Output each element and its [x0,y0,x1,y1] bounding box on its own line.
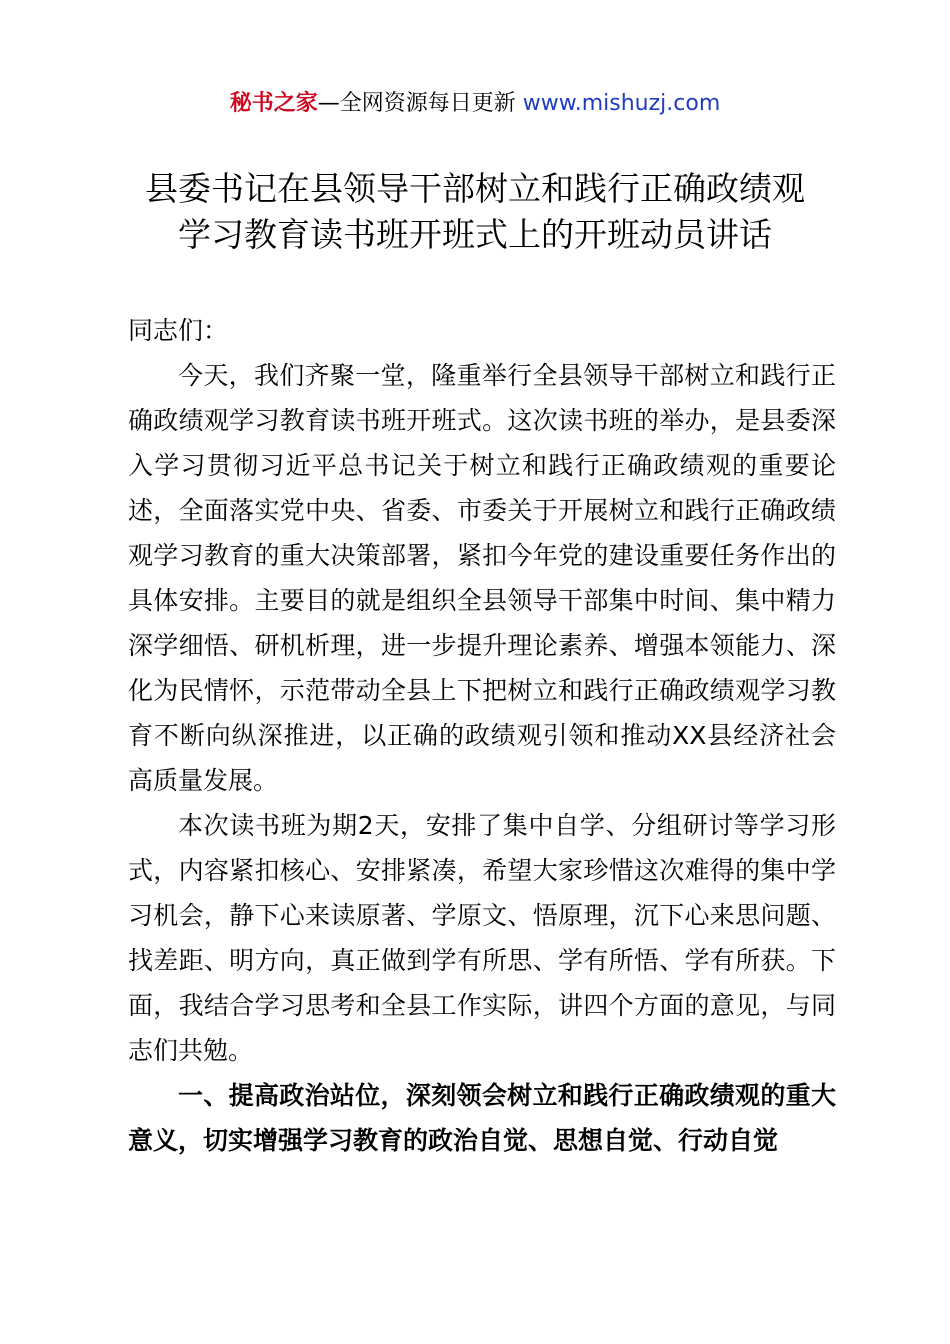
header-tagline: —全网资源每日更新 [317,91,523,116]
section-heading-1: 一、提高政治站位，深刻领会树立和践行正确政绩观的重大意义，切实增强学习教育的政治自觉、思想自觉、行动自觉 [128,1081,836,1155]
document-body [128,308,836,1163]
title-line-2: 学习教育读书班开班式上的开班动员讲话 [178,215,772,254]
title-line-1: 县委书记在县领导干部树立和践行正确政绩观 [145,169,805,208]
paragraph-1: 今天，我们齐聚一堂，隆重举行全县领导干部树立和践行正确政绩观学习教育读书班开班式。这次读书班的举办，是县委深入学习贯彻习近平总书记关于树立和践行正确政绩观的重要论述，全面落实党中央、省委、市委关于开展树立和践行正确政绩观学习教育的重大决策部署，紧扣今年党的建设重要任务作出的具体安排。主要目的就是组织全县领导干部集中时间、集中精力深学细悟、研机析理，进一步提升理论素养、增强本领能力、深化为民情怀，示范带动全县上下把树立和践行正确政绩观学习教育不断向纵深推进，以正确的政绩观引领和推动XX县经济社会高质量发展。 [128,361,836,795]
site-url-link[interactable]: www.mishuzj.com [522,91,721,116]
document-title [60,166,890,258]
paragraph-2: 本次读书班为期2天，安排了集中自学、分组研讨等学习形式，内容紧扣核心、安排紧凑，希望大家珍惜这次难得的集中学习机会，静下心来读原著、学原文、悟原理，沉下心来思问题、找差距、明方向，真正做到学有所思、学有所悟、学有所获。下面，我结合学习思考和全县工作实际，讲四个方面的意见，与同志们共勉。 [128,811,836,1065]
salutation: 同志们： [128,316,229,345]
brand-name: 秘书之家 [229,91,318,116]
site-header [0,86,950,122]
